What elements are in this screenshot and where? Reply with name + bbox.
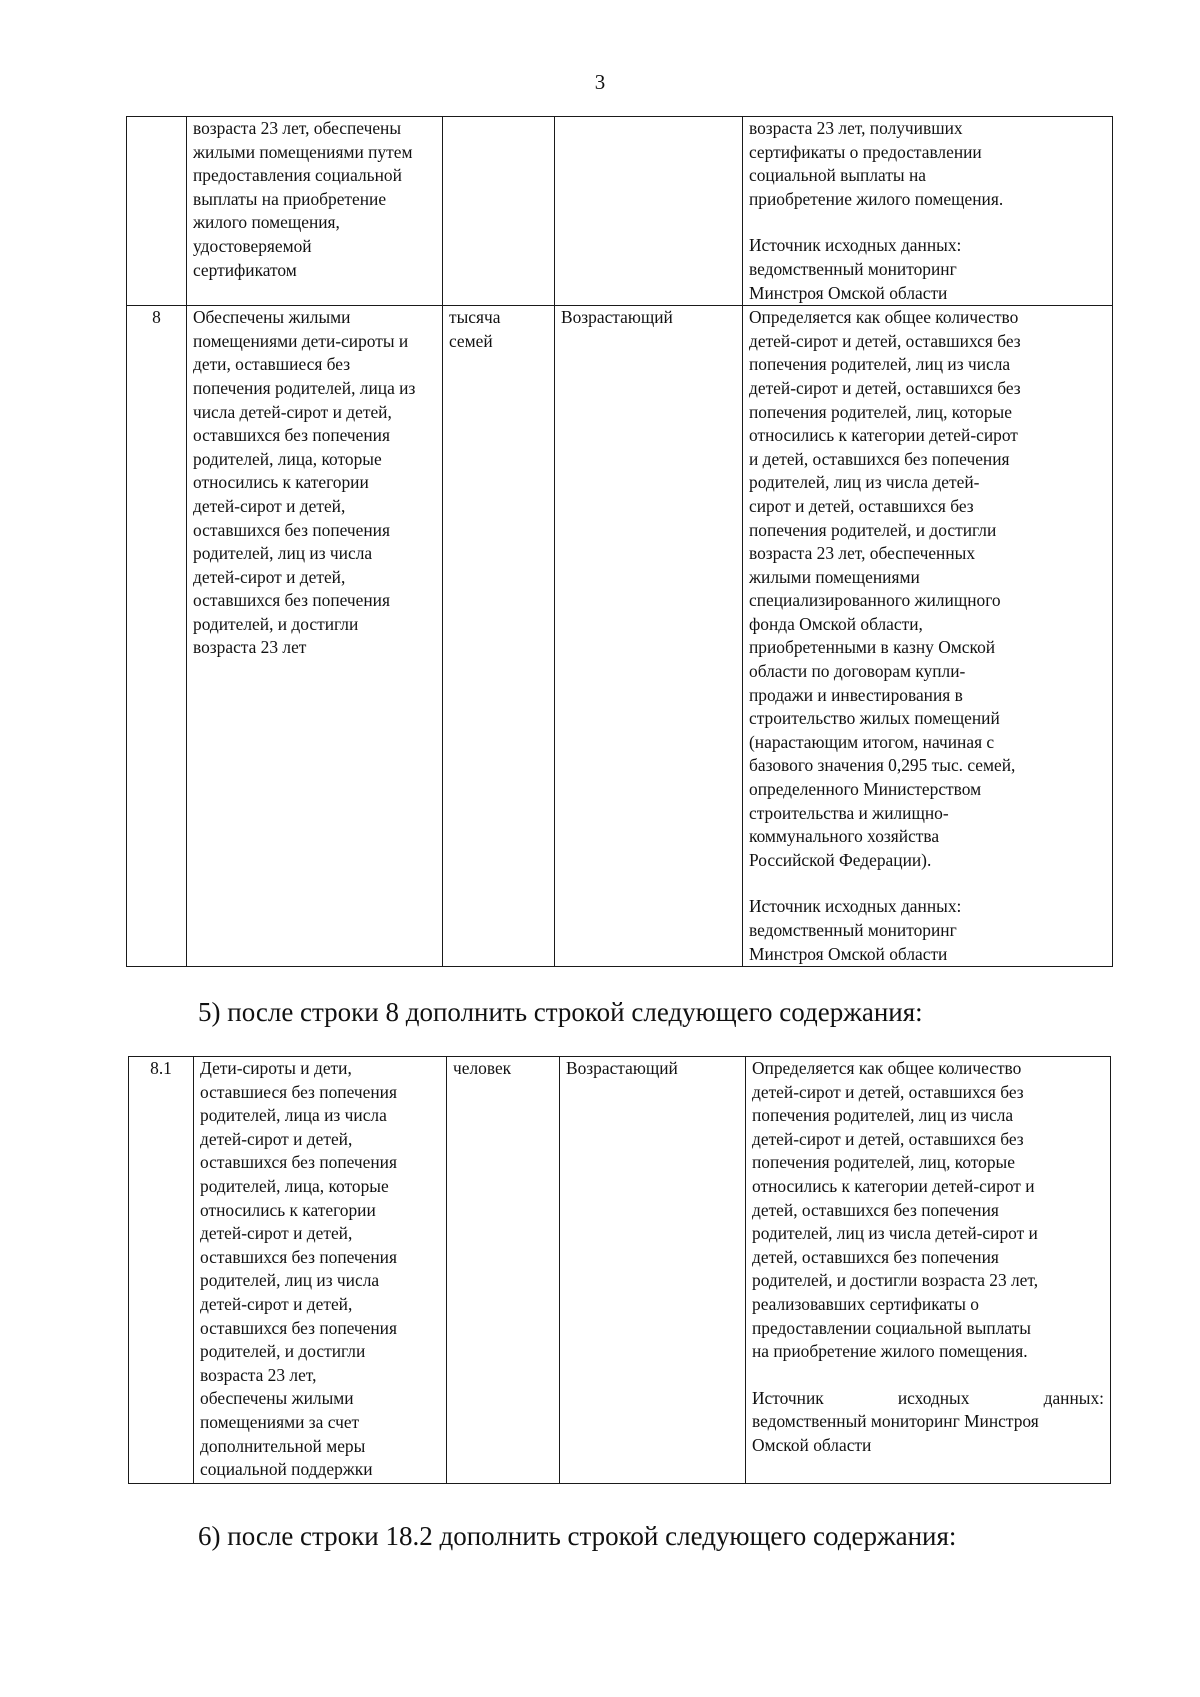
table-row [127,117,1113,306]
method-cell [746,1057,1111,1484]
unit-cell [443,117,555,306]
instruction-6-text: 6) после строки 18.2 дополнить строкой следующего содержания: [198,1521,957,1551]
trend-cell: Возрастающий [555,306,743,967]
indicator-table-continuation [126,116,1113,967]
row-number-cell: 8.1 [129,1057,194,1484]
data-source-text: Источник исходных данных: ведомственный мониторинг Минстроя Омской области [749,235,962,303]
page-number: 3 [594,70,606,94]
trend-cell: Возрастающий [560,1057,746,1484]
data-source-text: Источник исходных данных: ведомственный мониторинг Минстроя Омской области [749,896,962,964]
method-cell [743,306,1113,967]
unit-cell: человек [447,1057,560,1484]
indicator-name-cell: возраста 23 лет, обеспечены жилыми помещениями путем предоставления социальной выплаты на приобретение жилого помещения, удостоверяемой сертификатом [187,117,443,306]
row-number-cell [127,117,187,306]
unit-cell: тысяча семей [443,306,555,967]
instruction-5-text: 5) после строки 8 дополнить строкой следующего содержания: [198,997,923,1027]
table-row [127,306,1113,967]
method-cell [743,117,1113,306]
method-text: Определяется как общее количество детей-сирот и детей, оставшихся без попечения родителей, лиц из числа детей-сирот и детей, оставшихся без попечения родителей, лиц, которые относились к категории детей-сирот и детей, оставшихся без попечения родителей, лиц из числа детей- сирот и детей, оставшихся без попечения родителей, и достигли возраста 23 лет, обеспеченных жилыми помещениями специализированного жилищного фонда Омской области, приобретенными в казну Омской области по договорам купли- продажи и инвестирования в строительство жилых помещений (нарастающим итогом, начиная с базового значения 0,295 тыс. семей, определенного Министерством строительства и жилищно- коммунального хозяйства Российской Федерации). [749,307,1021,870]
method-text: возраста 23 лет, получивших сертификаты о предоставлении социальной выплаты на приобретение жилого помещения. [749,118,1004,209]
indicator-name-cell: Обеспечены жилыми помещениями дети-сироты и дети, оставшиеся без попечения родителей, лица из числа детей-сирот и детей, оставшихся без попечения родителей, лица, которые относились к категории детей-сирот и детей, оставшихся без попечения родителей, лиц из числа детей-сирот и детей, оставшихся без попечения родителей, и достигли возраста 23 лет [187,306,443,967]
data-source-text: ведомственный мониторинг Минстроя Омской области [752,1411,1039,1455]
trend-cell [555,117,743,306]
data-source-heading: Источник исходных данных: [752,1387,1104,1408]
table-row [129,1057,1111,1484]
new-row-table [128,1056,1111,1484]
indicator-name-cell: Дети-сироты и дети, оставшиеся без попечения родителей, лица из числа детей-сирот и детей, оставшихся без попечения родителей, лица, которые относились к категории детей-сирот и детей, оставшихся без попечения родителей, лиц из числа детей-сирот и детей, оставшихся без попечения родителей, и достигли возраста 23 лет, обеспечены жилыми помещениями за счет дополнительной меры социальной поддержки [194,1057,447,1484]
row-number-cell: 8 [127,306,187,967]
method-text: Определяется как общее количество детей-сирот и детей, оставшихся без попечения родителей, лиц из числа детей-сирот и детей, оставшихся без попечения родителей, лиц, которые относились к категории детей-сирот и детей, оставшихся без попечения родителей, лиц из числа детей-сирот и детей, оставшихся без попечения родителей, и достигли возраста 23 лет, реализовавших сертификаты о предоставлении социальной выплаты на приобретение жилого помещения. [752,1058,1039,1362]
